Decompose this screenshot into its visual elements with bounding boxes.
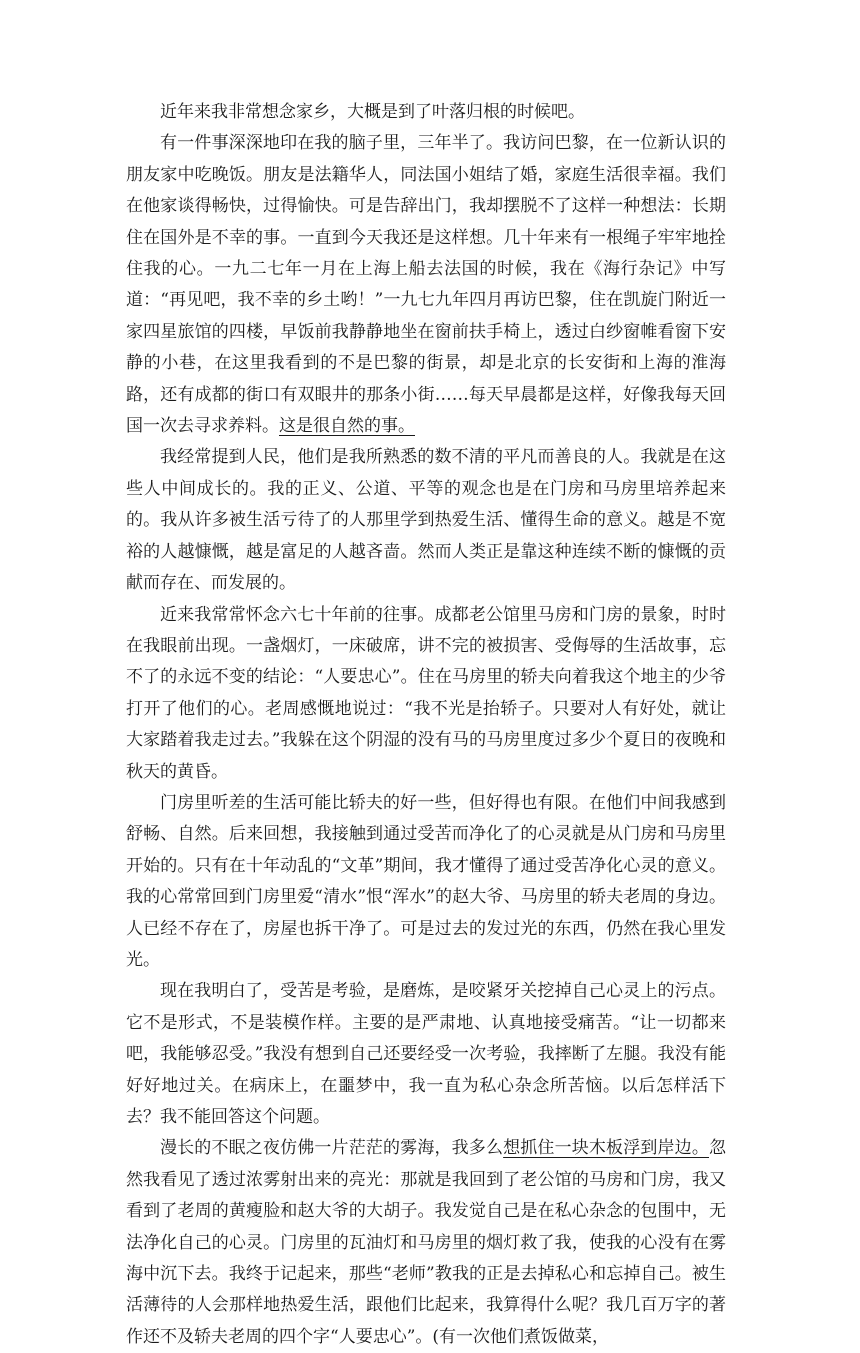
paragraph-7 xyxy=(126,1133,726,1353)
document-page xyxy=(126,97,726,1353)
paragraph-3 xyxy=(126,442,726,599)
paragraph-text: 有一件事深深地印在我的脑子里，三年半了。我访问巴黎，在一位新认识的朋友家中吃晚饭。朋友是法籍华人，同法国小姐结了婚，家庭生活很幸福。我们在他家谈得畅快，过得愉快。可是告辞出门，我却摆脱不了这样一种想法：长期住在国外是不幸的事。一直到今天我还是这样想。几十年来有一根绳子牢牢地拴住我的心。一九二七年一月在上海上船去法国的时候，我在《海行杂记》中写道：“再见吧，我不幸的乡土哟！”一九七九年四月再访巴黎，住在凯旋门附近一家四星旅馆的四楼，早饭前我静静地坐在窗前扶手椅上，透过白纱窗帷看窗下安静的小巷，在这里我看到的不是巴黎的街景，却是北京的长安街和上海的淮海路，还有成都的街口有双眼井的那条小街……每天早晨都是这样，好像我每天回国一次去寻求养料。 xyxy=(126,133,726,437)
underlined-sentence: 想抓住一块木板浮到岸边。 xyxy=(503,1138,709,1159)
paragraph-4 xyxy=(126,600,726,788)
paragraph-5 xyxy=(126,788,726,976)
paragraph-6 xyxy=(126,976,726,1133)
paragraph-text: 漫长的不眠之夜仿佛一片茫茫的雾海，我多么 xyxy=(160,1138,504,1159)
paragraph-1 xyxy=(126,97,726,128)
paragraph-text: 门房里听差的生活可能比轿夫的好一些，但好得也有限。在他们中间我感到舒畅、自然。后来回想，我接触到通过受苦而净化了的心灵就是从门房和马房里开始的。只有在十年动乱的“文革”期间，我才懂得了通过受苦净化心灵的意义。我的心常常回到门房里爱“清水”恨“浑水”的赵大爷、马房里的轿夫老周的身边。人已经不存在了，房屋也拆干净了。可是过去的发过光的东西，仍然在我心里发光。 xyxy=(126,792,726,970)
paragraph-text: 我经常提到人民，他们是我所熟悉的数不清的平凡而善良的人。我就是在这些人中间成长的。我的正义、公道、平等的观念也是在门房和马房里培养起来的。我从许多被生活亏待了的人那里学到热爱生活、懂得生命的意义。越是不宽裕的人越慷慨，越是富足的人越吝啬。然而人类正是靠这种连续不断的慷慨的贡献而存在、而发展的。 xyxy=(126,447,726,594)
paragraph-text: 近年来我非常想念家乡，大概是到了叶落归根的时候吧。 xyxy=(160,102,585,122)
paragraph-2 xyxy=(126,128,726,442)
paragraph-text: 近来我常常怀念六七十年前的往事。成都老公馆里马房和门房的景象，时时在我眼前出现。一盏烟灯，一床破席，讲不完的被损害、受侮辱的生活故事，忘不了的永远不变的结论：“人要忠心”。住在马房里的轿夫向着我这个地主的少爷打开了他们的心。老周感慨地说过：“我不光是抬轿子。只要对人有好处，就让大家踏着我走过去。”我躲在这个阴湿的没有马的马房里度过多少个夏日的夜晚和秋天的黄昏。 xyxy=(126,604,726,782)
underlined-sentence: 这是很自然的事。 xyxy=(279,416,415,437)
paragraph-text: 现在我明白了，受苦是考验，是磨炼，是咬紧牙关挖掉自己心灵上的污点。它不是形式，不是装模作样。主要的是严肃地、认真地接受痛苦。“让一切都来吧，我能够忍受。”我没有想到自己还要经受一次考验，我摔断了左腿。我没有能好好地过关。在病床上，在噩梦中，我一直为私心杂念所苦恼。以后怎样活下去？我不能回答这个问题。 xyxy=(126,981,726,1127)
paragraph-text: 忽然我看见了透过浓雾射出来的亮光：那就是我回到了老公馆的马房和门房，我又看到了老周的黄瘦脸和赵大爷的大胡子。我发觉自己是在私心杂念的包围中，无法净化自己的心灵。门房里的瓦油灯和马房里的烟灯救了我，使我的心没有在雾海中沉下去。我终于记起来，那些“老师”教我的正是去掉私心和忘掉自己。被生活薄待的人会那样地热爱生活，跟他们比起来，我算得什么呢？我几百万字的著作还不及轿夫老周的四个字“人要忠心”。(有一次他们煮饭做菜， xyxy=(126,1138,726,1347)
